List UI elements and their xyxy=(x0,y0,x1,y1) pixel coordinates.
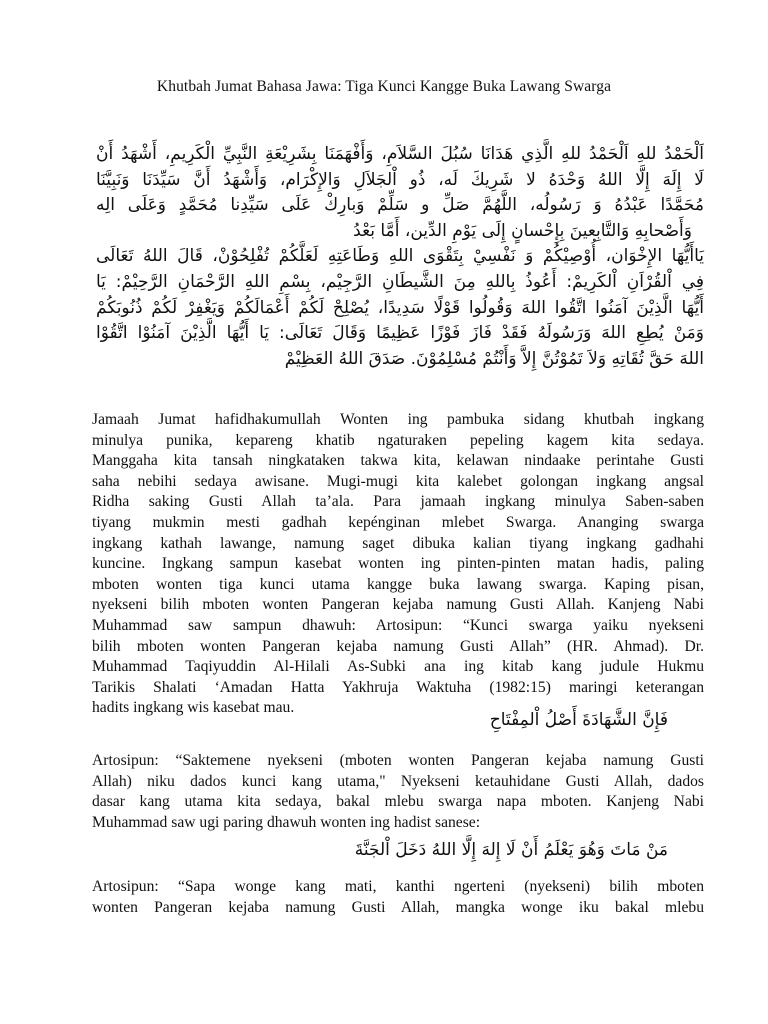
arabic-quote-hadith: مَنْ مَاتَ وَهُوَ يَعْلَمُ أَنْ لَا إِلهَ إِلَّا اللهُ دَخَلَ اْلجَنَّةَ xyxy=(354,840,668,860)
text-line: bilih mboten wonten Pangeran kejaba namung Gusti Allah” (HR. Ahmad). Dr. xyxy=(92,637,704,655)
text-line: Artosipun: “Saktemene nyekseni (mboten wonten Pangeran kejaba namung Gusti xyxy=(92,752,704,769)
arabic-line: وَأَصْحابِهِ وَالتَّابِعينَ بِإِحْسانٍ إِلَى يَوْمِ الدِّين، أَمَّا بَعْدُ xyxy=(353,220,692,241)
arabic-quote-shahada: فَإِنَّ الشَّهَادَةَ أَصْلُ اْلمِفْتَاحِ xyxy=(489,710,668,730)
document-title: Khutbah Jumat Bahasa Jawa: Tiga Kunci Kangge Buka Lawang Swarga xyxy=(156,78,612,95)
text-line: Manggaha kita tansah ningkataken takwa kita, kelawan nindaake perintahe Gusti xyxy=(92,452,704,470)
text-line: Jamaah Jumat hafidhakumullah Wonten ing pambuka sidang khutbah ingkang xyxy=(92,411,704,428)
text-line: Muhammad saw ugi paring dhawuh wonten ing hadist sanese: xyxy=(92,813,481,831)
text-line: mboten wonten tiga kunci utama kangge buka lawang swarga. Kaping pisan, xyxy=(92,575,704,593)
text-line: Ridha saking Gusti Allah ta’ala. Para jamaah ingkang minulya Saben-saben xyxy=(92,493,704,511)
text-line: Muhammad Taqiyuddin Al-Hilali As-Subki ana ing kitab kang judule Hukmu xyxy=(92,658,704,676)
arabic-line: يَاأَيُّهَا الإِخْوَان، أُوْصِيْكُمْ وَ نَفْسِيْ بِتَقْوَى اللهِ وَطَاعَتِهِ لَعَلَّكُمْ تُفْلِحُوْنْ، قَالَ اللهُ تَعَالَى xyxy=(96,246,704,267)
arabic-line: فِي اْلقُرْاَنِ اْلكَرِيمْ: أَعُوذُ بِاللهِ مِنَ الشَّيطَانِ الرَّجِيْم، بِسْمِ اللهِ الرَّحْمَانِ الرَّحِيْمْ: يَا xyxy=(96,271,704,292)
text-line: Tarikis Shalati ‘Amadan Hatta Yakhruja Waktuha (1982:15) maringi keterangan xyxy=(92,678,704,696)
text-line: Muhammad saw sampun dhawuh: Artosipun: “Kunci swarga yaiku nyekseni xyxy=(92,616,704,634)
text-line: saha nebihi sedaya awisane. Mugi-mugi kita kalebet golongan ingkang angsal xyxy=(92,472,704,490)
text-line: dasar kang utama kita sedaya, bakal mlebu swarga napa mboten. Kanjeng Nabi xyxy=(92,793,704,811)
text-line: wonten Pangeran kejaba namung Gusti Allah, mangka wonge iku bakal mlebu xyxy=(92,898,704,916)
arabic-line: أَيُّهَا الَّذِيْنَ آمَنُوا اتَّقُوا اللهَ وَقُولُوا قَوْلًا سَدِيدًا، يُصْلِحْ لَكُمْ أَعْمَالَكُمْ وَيَغْفِرْ لَكُمْ ذُنُوبَكُمْ xyxy=(96,297,704,318)
text-line: kuncine. Ingkang sampun kasebat wonten ing pinten-pinten matan hadis, paling xyxy=(92,555,704,573)
text-line: minulya punika, kepareng khatib ngaturaken pepeling kagem kita sedaya. xyxy=(92,431,704,449)
text-line: Allah) niku dados kunci kang utama," Nyekseni ketauhidane Gusti Allah, dados xyxy=(92,772,704,790)
text-line: hadits ingkang wis kasebat mau. xyxy=(92,699,295,717)
arabic-line: لَا إِلَهَ إِلَّا اللهُ وَحْدَهُ لا شَرِيكَ لَه، ذُو اْلجَلاَلِ وَالإِكْرَام، وَأَشْهَدُ أَنَّ سَيِّدَنَا وَنَبِيَّنَا xyxy=(96,169,704,190)
arabic-line: مُحَمَّدًا عَبْدُهُ وَ رَسُولُه، اللَّهُمَّ صَلِّ و سَلِّمْ وَبارِكْ عَلَى سَيِّدِنا مُحَمَّدٍ وَعَلَى الِه xyxy=(96,195,704,216)
paragraph-translation xyxy=(92,877,704,918)
text-line: nyekseni bilih mboten wonten Pangeran kejaba namung Gusti Allah. Kanjeng Nabi xyxy=(92,596,704,614)
text-line: ingkang kathah lawange, namung saget dibuka kalian tiyang ingkang gadhahi xyxy=(92,534,704,552)
paragraph-introduction xyxy=(92,410,704,719)
arabic-opening-prayer xyxy=(96,142,704,372)
arabic-line: اللهَ حَقَّ تُقَاتِهِ وَلاَ تَمُوْتُنَّ إِلاَّ وَأَنْتُمْ مُسْلِمُوْنَ. صَدَقَ اللهُ العَظِيْمْ xyxy=(284,348,704,369)
text-line: Artosipun: “Sapa wonge kang mati, kanthi ngerteni (nyekseni) bilih mboten xyxy=(92,878,704,895)
paragraph-explanation xyxy=(92,751,704,833)
text-line: tiyang mukmin mesti gadhah kepénginan mlebet Swarga. Ananging swarga xyxy=(92,513,704,531)
arabic-line: اَلْحَمْدُ للهِ اَلْحَمْدُ للهِ الَّذِي هَدَانَا سُبُلَ السَّلاَمِ، وَأَفْهَمَنَا بِشَرِيْعَةِ النَّبِيِّ الْكَرِيمِ، أَشْهَدُ أَنْ xyxy=(96,144,704,164)
arabic-line: وَمَنْ يُطِعِ اللهَ وَرَسُولَهُ فَقَدْ فَازَ فَوْزًا عَظِيمًا وَقَالَ تَعَالَى: يَا أَيُّهَا الَّذِيْنَ آمَنُوْا اتَّقُوْا xyxy=(96,323,704,344)
